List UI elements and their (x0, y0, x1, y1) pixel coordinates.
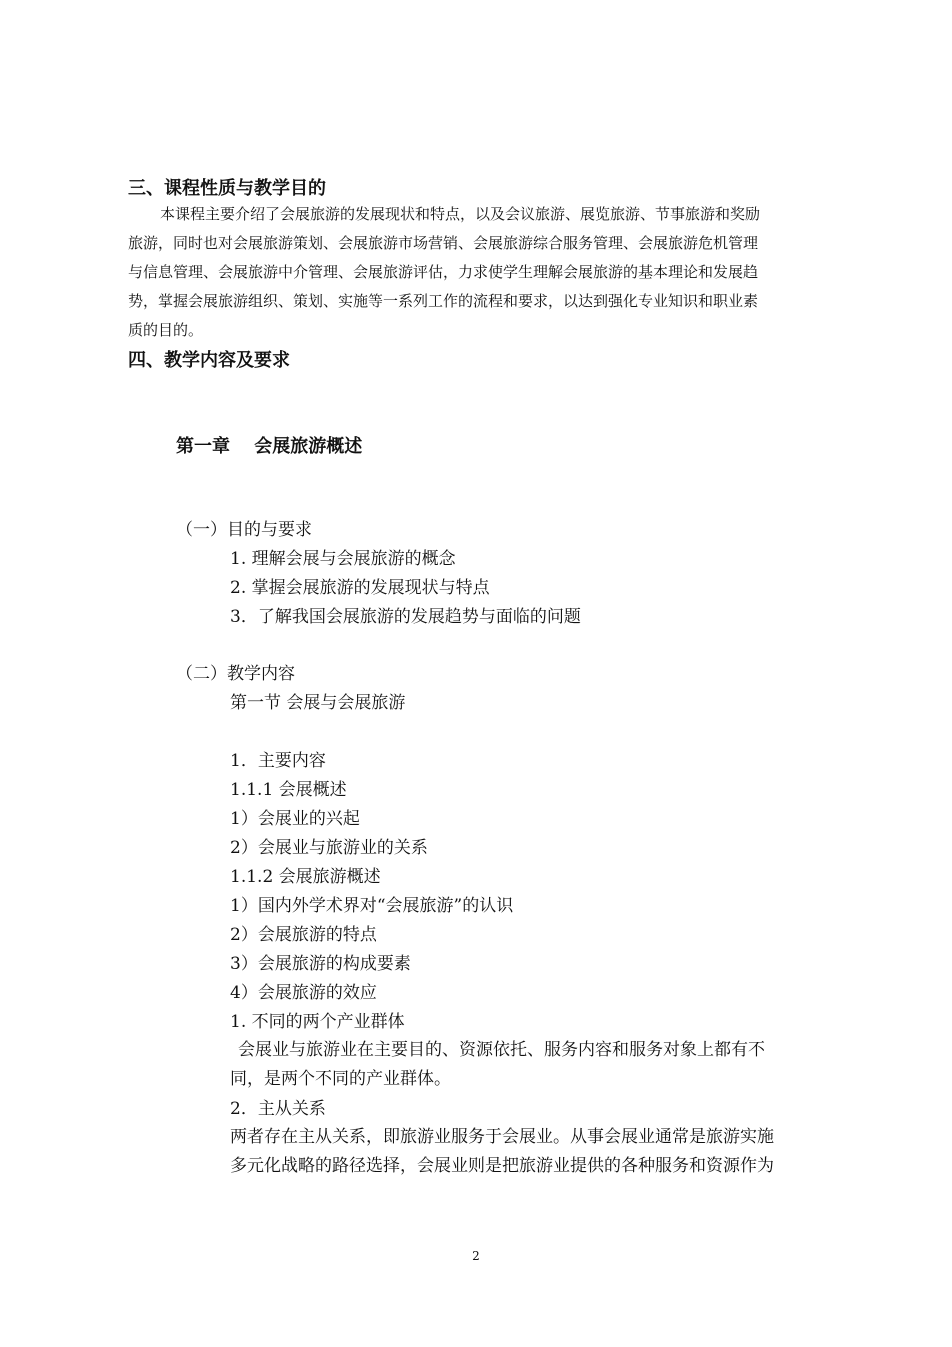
chapter-heading (176, 432, 362, 458)
paragraph-line: 同，是两个不同的产业群体。 (230, 1069, 451, 1089)
page-number: 2 (472, 1249, 480, 1263)
part-2-heading: （二）教学内容 (176, 664, 295, 684)
paragraph-line: 旅游，同时也对会展旅游策划、会展旅游市场营销、会展旅游综合服务管理、会展旅游危机管理 (128, 234, 759, 252)
paragraph-line: 本课程主要介绍了会展旅游的发展现状和特点，以及会议旅游、展览旅游、节事旅游和奖励 (160, 205, 761, 223)
content-line: 1）国内外学术界对“会展旅游”的认识 (230, 896, 514, 916)
content-line: 1.1.1 会展概述 (230, 780, 347, 800)
content-line: 1. 不同的两个产业群体 (230, 1012, 405, 1032)
section-heading-3: 三、课程性质与教学目的 (128, 178, 326, 199)
content-line: 1）会展业的兴起 (230, 809, 360, 829)
paragraph-line: 会展业与旅游业在主要目的、资源依托、服务内容和服务对象上都有不 (238, 1040, 765, 1060)
content-line: 1.1.2 会展旅游概述 (230, 867, 381, 887)
chapter-title: 会展旅游概述 (254, 436, 363, 457)
paragraph-line: 质的目的。 (128, 321, 204, 339)
content-paragraph-2 (230, 1123, 840, 1181)
content-line: 4）会展旅游的效应 (230, 983, 377, 1003)
content-line: 2）会展旅游的特点 (230, 925, 377, 945)
paragraph-line: 势，掌握会展旅游组织、策划、实施等一系列工作的流程和要求，以达到强化专业知识和职业素 (128, 292, 759, 310)
subheading-relationship: 2．主从关系 (230, 1099, 326, 1119)
section-heading-4: 四、教学内容及要求 (128, 350, 290, 371)
objective-item: 2. 掌握会展旅游的发展现状与特点 (230, 578, 490, 598)
paragraph-line: 与信息管理、会展旅游中介管理、会展旅游评估，力求使学生理解会展旅游的基本理论和发展趋 (128, 263, 759, 281)
content-line: 2）会展业与旅游业的关系 (230, 838, 428, 858)
content-line: 1．主要内容 (230, 751, 326, 771)
objective-item: 3．了解我国会展旅游的发展趋势与面临的问题 (230, 607, 581, 627)
content-paragraph-1 (230, 1036, 840, 1094)
content-line: 3）会展旅游的构成要素 (230, 954, 411, 974)
section-title: 第一节 会展与会展旅游 (230, 693, 406, 713)
objective-item: 1. 理解会展与会展旅游的概念 (230, 549, 456, 569)
paragraph-line: 两者存在主从关系，即旅游业服务于会展业。从事会展业通常是旅游实施 (230, 1127, 774, 1147)
chapter-number: 第一章 (176, 436, 230, 457)
paragraph-line: 多元化战略的路径选择，会展业则是把旅游业提供的各种服务和资源作为 (230, 1156, 774, 1176)
section-3-paragraph (128, 200, 836, 345)
part-1-heading: （一）目的与要求 (176, 520, 312, 540)
